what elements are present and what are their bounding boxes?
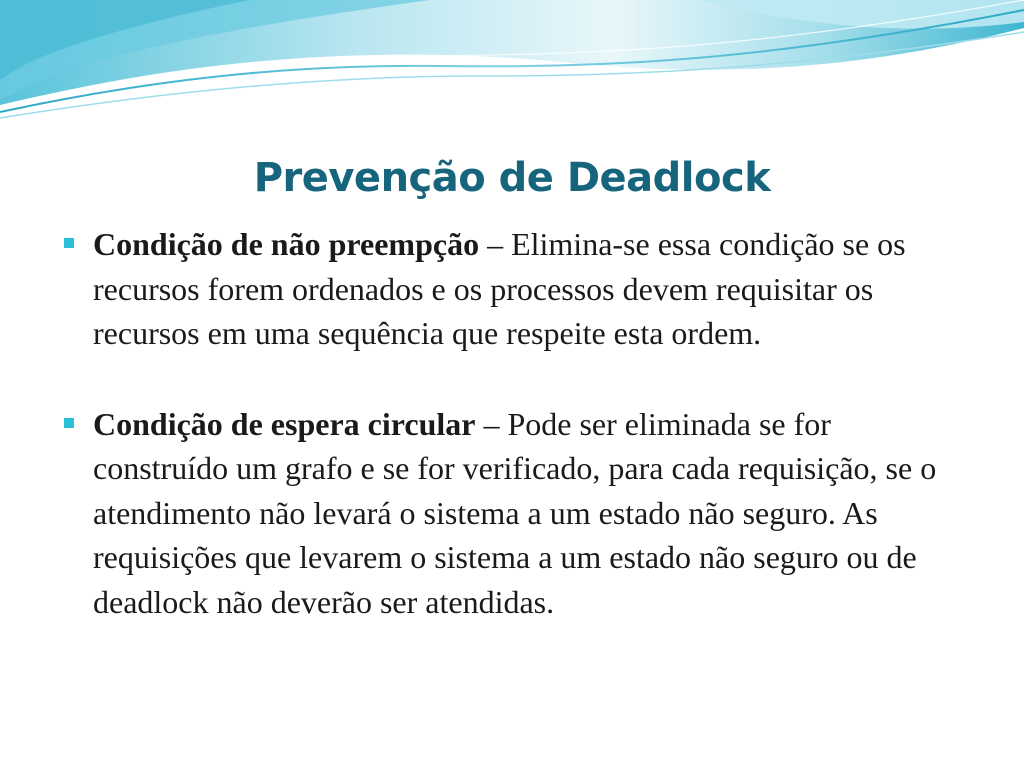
bullet-text: Pode ser eliminada se for construído um grafo e se for verificado, para cada requisição, se o atendimento não levará o sistema a um estado não seguro. As requisições que levarem o sistema a um estado não seguro ou de deadlock não deverão ser atendidas.	[93, 405, 937, 620]
bullet-text: Elimina-se essa condição se os recursos forem ordenados e os processos devem requisitar os recursos em uma sequência que respeite esta ordem.	[93, 226, 906, 351]
bullet-item	[60, 402, 970, 625]
square-bullet-icon	[64, 418, 74, 428]
wave-decoration	[0, 0, 1024, 130]
bullet-list	[60, 222, 970, 624]
slide-title: Prevenção de Deadlock	[253, 155, 771, 201]
square-bullet-icon	[64, 238, 74, 248]
bullet-term: Condição de espera circular	[93, 405, 476, 442]
bullet-item	[60, 222, 970, 356]
bullet-separator: –	[479, 226, 512, 262]
bullet-separator: –	[475, 405, 508, 442]
bullet-term: Condição de não preempção	[93, 226, 480, 262]
